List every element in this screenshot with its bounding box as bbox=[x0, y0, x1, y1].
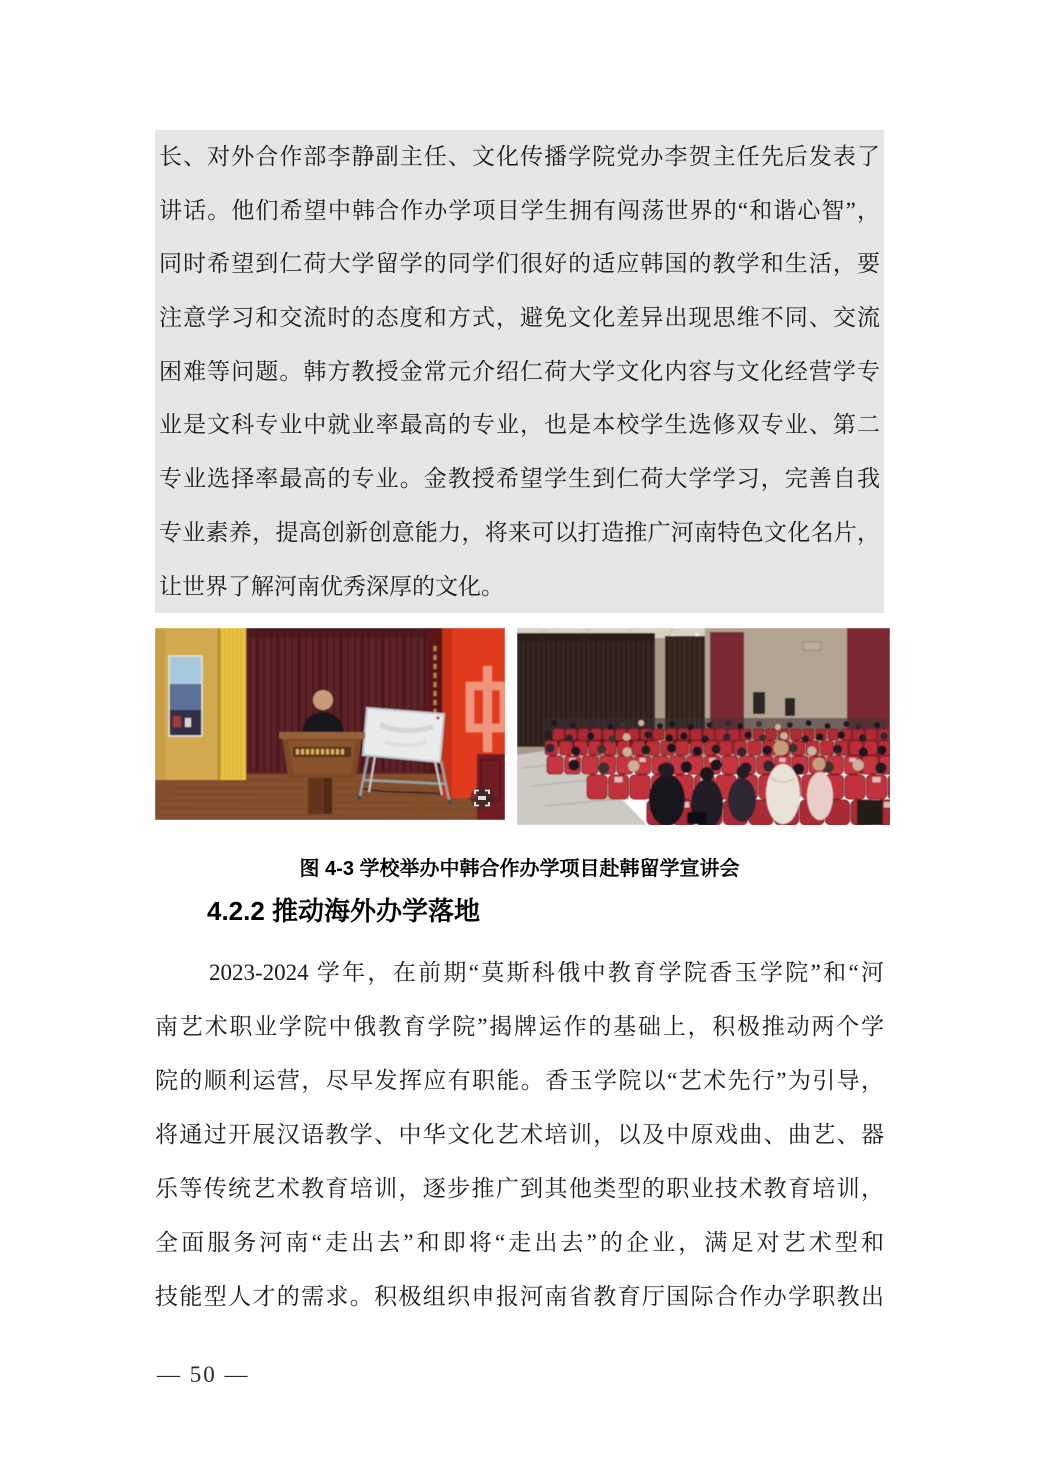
text-line: 将通过开展汉语教学、中华文化艺术培训，以及中原戏曲、曲艺、器 bbox=[155, 1122, 884, 1147]
text-line: 讲话。他们希望中韩合作办学项目学生拥有闯荡世界的“和谐心智”， bbox=[159, 197, 880, 223]
text-line: 长、对外合作部李静副主任、文化传播学院党办李贺主任先后发表了 bbox=[159, 144, 880, 169]
text-line: 业是文科专业中就业率最高的专业，也是本校学生选修双专业、第二 bbox=[159, 412, 880, 438]
text-line: 乐等传统艺术教育培训，逐步推广到其他类型的职业技术教育培训， bbox=[155, 1176, 884, 1201]
figure-photo-left-stage bbox=[155, 628, 505, 820]
page-number: — 50 — bbox=[157, 1362, 250, 1387]
highlighted-paragraph bbox=[155, 130, 884, 613]
speaker-box bbox=[753, 692, 765, 714]
text-line: 南艺术职业学院中俄教育学院”揭牌运作的基础上，积极推动两个学 bbox=[155, 1014, 884, 1039]
text-line: 院的顺利运营，尽早发挥应有职能。香玉学院以“艺术先行”为引导， bbox=[155, 1068, 884, 1093]
wall-poster bbox=[169, 656, 202, 736]
text-line: 专业素养，提高创新创意能力，将来可以打造推广河南特色文化名片， bbox=[159, 519, 880, 545]
text-line: 让世界了解河南优秀深厚的文化。 bbox=[159, 573, 504, 599]
text-line: 注意学习和交流时的态度和方式，避免文化差异出现思维不同、交流 bbox=[159, 305, 880, 331]
scan-icon bbox=[471, 787, 494, 810]
text-line: 困难等问题。韩方教授金常元介绍仁荷大学文化内容与文化经营学专 bbox=[159, 358, 880, 384]
figure-photo-right-auditorium bbox=[517, 628, 890, 825]
figure-caption: 图 4-3 学校举办中韩合作办学项目赴韩留学宣讲会 bbox=[299, 858, 740, 880]
yellow-curtain-strip bbox=[218, 628, 246, 780]
text-line: 技能型人才的需求。积极组织申报河南省教育厅国际合作办学职教出 bbox=[155, 1284, 884, 1309]
text-line: 专业选择率最高的专业。金教授希望学生到仁荷大学学习，完善自我 bbox=[159, 466, 880, 492]
text-line: 同时希望到仁荷大学留学的同学们很好的适应韩国的教学和生活，要 bbox=[159, 251, 880, 277]
body-paragraph bbox=[155, 946, 884, 1324]
text-line: 2023-2024 学年，在前期“莫斯科俄中教育学院香玉学院”和“河 bbox=[209, 960, 884, 985]
text-line: 全面服务河南“走出去”和即将“走出去”的企业，满足对艺术型和 bbox=[155, 1230, 884, 1255]
speaker-box-2 bbox=[785, 698, 795, 716]
equipment bbox=[857, 800, 883, 825]
section-heading: 4.2.2 推动海外办学落地 bbox=[207, 896, 481, 926]
